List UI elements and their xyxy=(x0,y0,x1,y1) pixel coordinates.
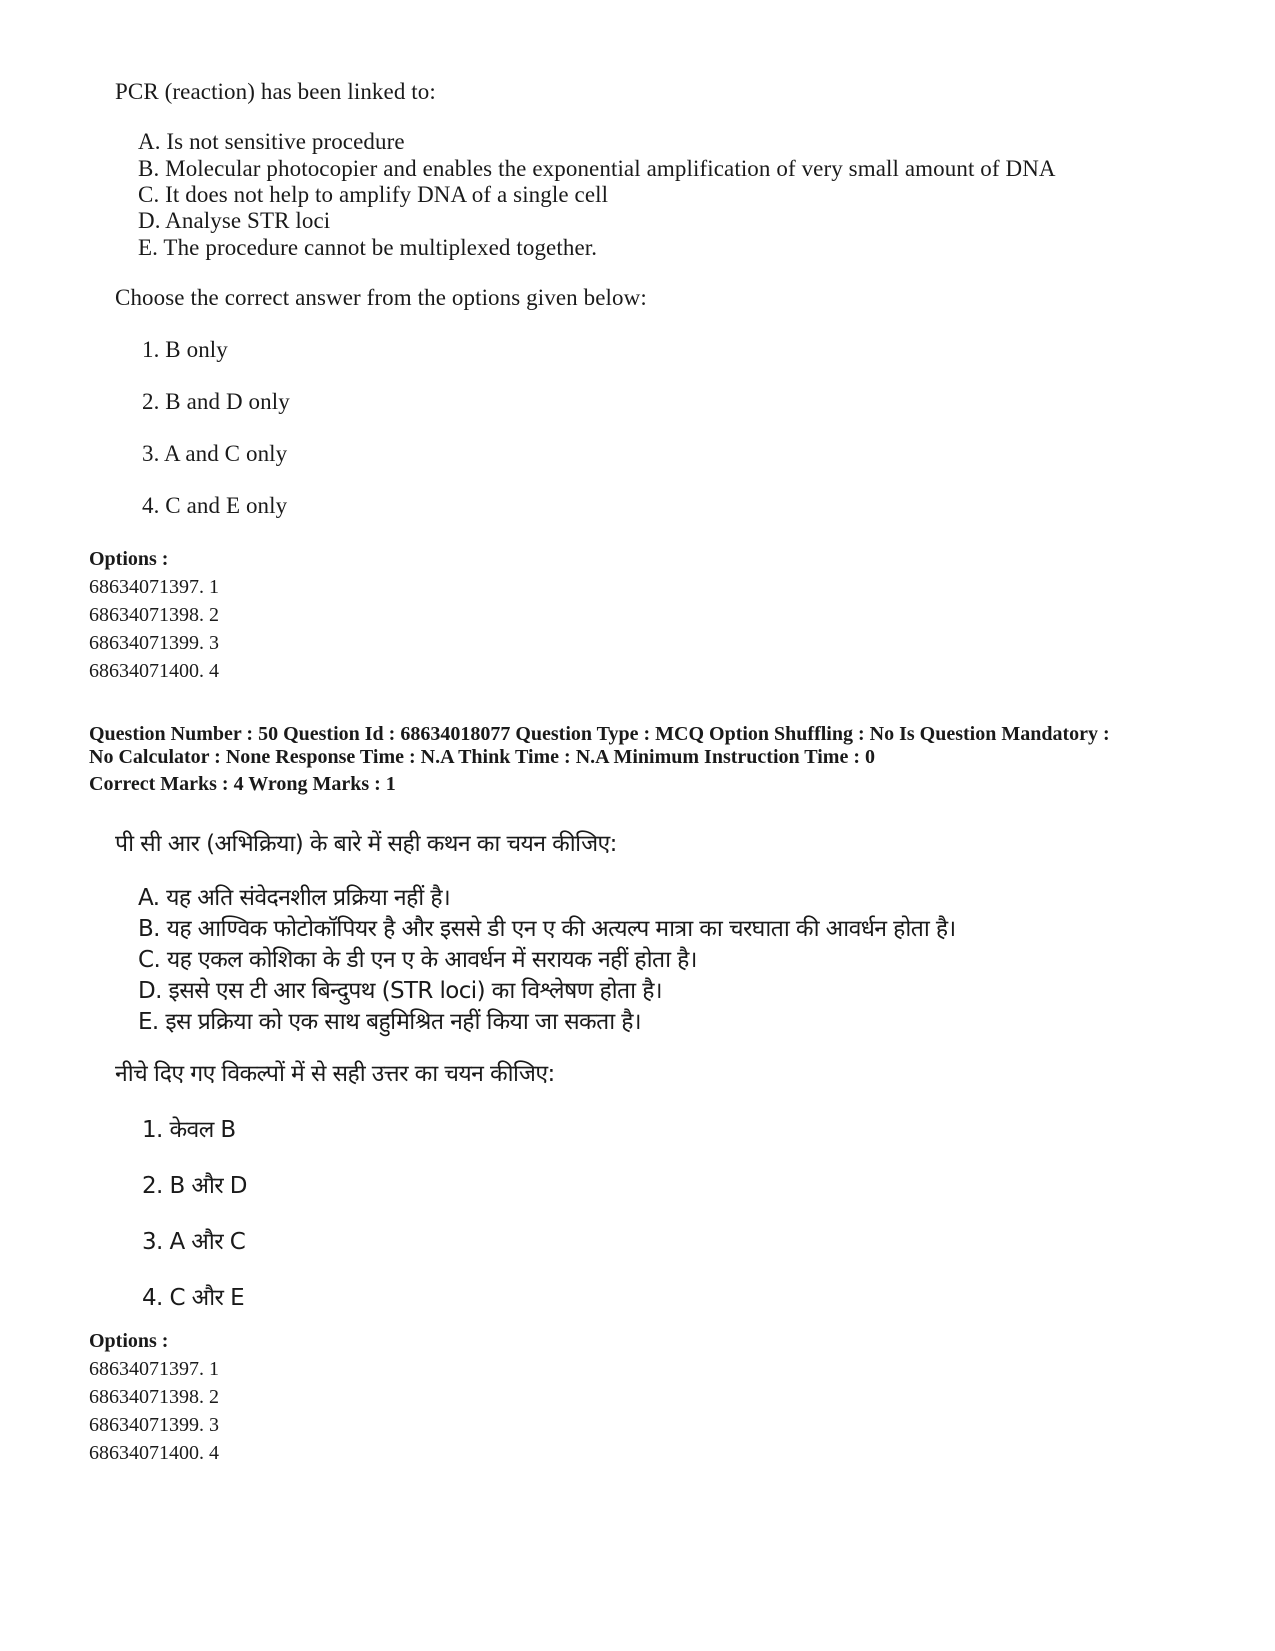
q2-meta-line3: Correct Marks : 4 Wrong Marks : 1 xyxy=(89,773,396,795)
q2-choice-3: 3. A और C xyxy=(142,1229,246,1255)
q2-choice-2: 2. B और D xyxy=(142,1173,247,1199)
q2-statement-c: C. यह एकल कोशिका के डी एन ए के आवर्धन में सरायक नहीं होता है। xyxy=(138,947,697,973)
q1-choice-1: 1. B only xyxy=(142,337,228,362)
q2-option-3: 68634071399. 3 xyxy=(89,1414,219,1436)
q1-choice-2: 2. B and D only xyxy=(142,389,290,414)
q2-statement-d: D. इससे एस टी आर बिन्दुपथ (STR loci) का विश्लेषण होता है। xyxy=(138,978,662,1004)
q2-choice-1: 1. केवल B xyxy=(142,1117,236,1143)
q1-option-1: 68634071397. 1 xyxy=(89,576,219,598)
q2-stem: पी सी आर (अभिक्रिया) के बारे में सही कथन का चयन कीजिए: xyxy=(115,831,617,857)
q1-option-4: 68634071400. 4 xyxy=(89,660,219,682)
q2-option-2: 68634071398. 2 xyxy=(89,1386,219,1408)
q2-option-1: 68634071397. 1 xyxy=(89,1358,219,1380)
q2-statement-b: B. यह आण्विक फोटोकॉपियर है और इससे डी एन ए की अत्यल्प मात्रा का चरघाता की आवर्धन होता है। xyxy=(138,916,956,942)
q2-meta-line1: Question Number : 50 Question Id : 68634018077 Question Type : MCQ Option Shuffling : No Is Question Mandatory : xyxy=(89,723,1110,745)
q1-option-2: 68634071398. 2 xyxy=(89,604,219,626)
q1-choice-3: 3. A and C only xyxy=(142,441,288,466)
q1-statement-c: C. It does not help to amplify DNA of a single cell xyxy=(138,182,609,207)
q1-option-3: 68634071399. 3 xyxy=(89,632,219,654)
q1-instruction: Choose the correct answer from the options given below: xyxy=(115,285,647,310)
q2-meta-line2: No Calculator : None Response Time : N.A Think Time : N.A Minimum Instruction Time : 0 xyxy=(89,746,875,768)
q2-statement-a: A. यह अति संवेदनशील प्रक्रिया नहीं है। xyxy=(138,885,451,911)
q1-statement-a: A. Is not sensitive procedure xyxy=(138,129,405,154)
q2-instruction: नीचे दिए गए विकल्पों में से सही उत्तर का चयन कीजिए: xyxy=(115,1061,555,1087)
q1-choice-4: 4. C and E only xyxy=(142,493,288,518)
q1-stem: PCR (reaction) has been linked to: xyxy=(115,79,436,104)
q1-options-label: Options : xyxy=(89,548,169,570)
q1-statement-d: D. Analyse STR loci xyxy=(138,208,331,233)
q1-statement-b: B. Molecular photocopier and enables the exponential amplification of very small amount of DNA xyxy=(138,156,1056,181)
q2-option-4: 68634071400. 4 xyxy=(89,1442,219,1464)
q2-statement-e: E. इस प्रक्रिया को एक साथ बहुमिश्रित नहीं किया जा सकता है। xyxy=(138,1009,642,1035)
q1-statement-e: E. The procedure cannot be multiplexed together. xyxy=(138,235,598,260)
q2-choice-4: 4. C और E xyxy=(142,1285,245,1311)
q2-options-label: Options : xyxy=(89,1330,169,1352)
